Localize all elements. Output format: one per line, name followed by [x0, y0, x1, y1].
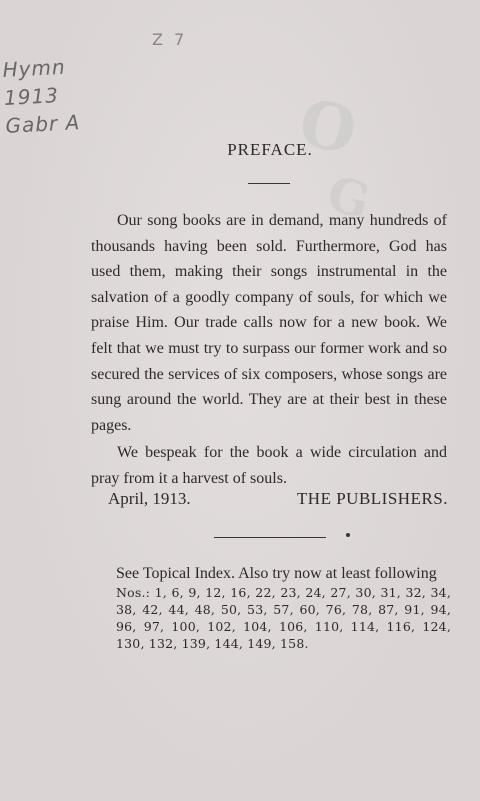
handwritten-note [2, 52, 81, 140]
topical-index-note [116, 564, 451, 652]
pencil-mark: Z 7 [152, 30, 188, 49]
signature: THE PUBLISHERS. [296, 489, 448, 508]
preface-paragraph: Our song books are in demand, many hundreds of thousands having been sold. Furthermore, God has used them, making their songs instrumental in the salvation of a goodly company of souls, for which we praise Him. Our trade calls now for a new book. We felt that we must try to surpass our former work and so secured the services of six composers, whose songs are sung around the world. They are at their best in these pages. [91, 212, 447, 434]
preface-body [91, 208, 447, 492]
bleed-through-mark: G [321, 165, 376, 231]
preface-date: April, 1913. [108, 489, 191, 508]
title-divider [248, 183, 290, 184]
topical-numbers: Nos.: 1, 6, 9, 12, 16, 22, 23, 24, 27, 30, 31, 32, 34, 38, 42, 44, 48, 50, 53, 57, 60, 76, 78, 87, 91, 94, 96, 97, 100, 102, 104, 106, 110, 114, 116, 124, 130, 132, 139, 144, 149, 158. [116, 585, 451, 651]
section-divider [214, 537, 326, 538]
ink-dot [346, 533, 350, 537]
handwritten-line: Gabr A [4, 110, 81, 138]
preface-paragraph: We bespeak for the book a wide circulation and pray from it a harvest of souls. [91, 444, 447, 487]
signature-row [108, 489, 448, 509]
page-title: PREFACE. [227, 140, 313, 159]
topical-heading: See Topical Index. Also try now at least following [116, 565, 437, 582]
bleed-through-mark: O [292, 85, 363, 170]
handwritten-line: 1913 [3, 83, 60, 110]
handwritten-line: Hymn [1, 54, 67, 82]
